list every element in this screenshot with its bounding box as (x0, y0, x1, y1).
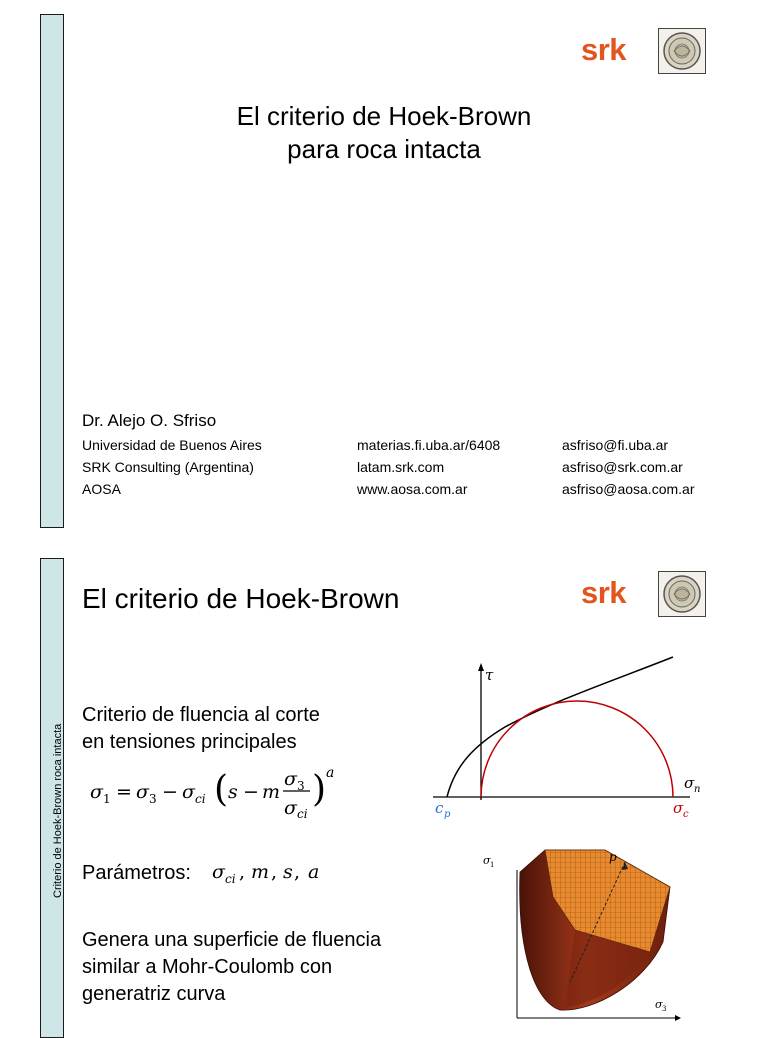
svg-text:m: m (262, 781, 281, 803)
text-line: Criterio de fluencia al corte (82, 704, 320, 726)
svg-text:m: m (251, 861, 270, 883)
svg-text:ci: ci (195, 792, 206, 806)
affiliation-web-link[interactable]: latam.srk.com (357, 459, 445, 475)
svg-text:3: 3 (297, 779, 305, 793)
mohr-envelope-plot (425, 650, 715, 820)
srk-logo: srk (581, 32, 627, 67)
sigma-c-label: σ (673, 799, 684, 817)
cp-subscript: p (444, 809, 451, 820)
svg-text:σ: σ (136, 781, 149, 803)
university-seal-icon (658, 571, 706, 617)
parameters-label: Parámetros: (82, 862, 191, 884)
svg-text:1: 1 (103, 792, 111, 806)
sigma1-subscript: 1 (490, 861, 495, 869)
svg-text:,: , (294, 861, 301, 883)
svg-text:=: = (116, 781, 132, 803)
sigma3-label: σ (655, 998, 663, 1011)
mohr-circle (481, 701, 673, 797)
svg-text:σ: σ (90, 781, 103, 803)
hoek-brown-equation (88, 760, 358, 820)
yield-surface-3d (475, 842, 700, 1024)
slide1-title (0, 100, 768, 166)
affiliation-email-link[interactable]: asfriso@aosa.com.ar (562, 481, 695, 497)
sigma-n-label: σ (684, 774, 695, 792)
affiliation-web-link[interactable]: www.aosa.com.ar (357, 481, 468, 497)
svg-text:σ: σ (284, 797, 297, 819)
srk-logo: srk (581, 575, 627, 610)
svg-text:σ: σ (182, 781, 195, 803)
svg-text:s: s (228, 781, 238, 803)
svg-text:,: , (271, 861, 278, 883)
parameters-line (82, 860, 191, 887)
svg-text:): ) (312, 769, 327, 810)
yield-criterion-text (82, 702, 320, 756)
svg-text:σ: σ (284, 768, 297, 790)
tau-label: τ (485, 666, 494, 684)
text-line: similar a Mohr-Coulomb con (82, 956, 333, 978)
affiliation-email-column (562, 434, 694, 500)
text-line: Genera una superficie de fluencia (82, 929, 382, 951)
affiliation-org: Universidad de Buenos Aires (82, 437, 262, 453)
cp-label: c (435, 799, 444, 817)
parameters-symbols (210, 856, 330, 890)
affiliation-web-link[interactable]: materias.fi.uba.ar/6408 (357, 437, 501, 453)
svg-text:a: a (326, 765, 335, 781)
surface-description-text (82, 927, 381, 1008)
sigma-c-subscript: c (683, 809, 689, 820)
slide2-side-label: Criterio de Hoek-Brown roca intacta (52, 723, 64, 898)
affiliation-email-link[interactable]: asfriso@fi.uba.ar (562, 437, 669, 453)
text-line: generatriz curva (82, 983, 226, 1005)
title-line-2: para roca intacta (287, 134, 481, 164)
text-line: en tensiones principales (82, 731, 297, 753)
affiliation-email-link[interactable]: asfriso@srk.com.ar (562, 459, 683, 475)
title-line-1: El criterio de Hoek-Brown (236, 101, 532, 131)
affiliation-org-column (82, 434, 262, 500)
svg-text:s: s (283, 861, 293, 883)
p-label: p (609, 850, 617, 864)
svg-text:ci: ci (297, 807, 308, 820)
affiliation-web-column (357, 434, 500, 500)
svg-text:,: , (239, 861, 246, 883)
svg-text:σ: σ (212, 861, 225, 883)
sigma1-label: σ (483, 854, 491, 867)
svg-text:−: − (162, 781, 178, 803)
svg-text:ci: ci (225, 872, 236, 886)
affiliation-org: SRK Consulting (Argentina) (82, 459, 254, 475)
slide2-heading: El criterio de Hoek-Brown (82, 583, 400, 614)
svg-text:−: − (243, 781, 259, 803)
sigma3-subscript: 3 (662, 1005, 667, 1013)
svg-text:3: 3 (149, 792, 157, 806)
slide1-sidebar (40, 14, 64, 528)
svg-text:a: a (308, 861, 320, 883)
svg-text:(: ( (214, 769, 229, 810)
author-name: Dr. Alejo O. Sfriso (82, 411, 217, 430)
affiliation-org: AOSA (82, 481, 121, 497)
university-seal-icon (658, 28, 706, 74)
sigma-n-subscript: n (694, 784, 701, 795)
